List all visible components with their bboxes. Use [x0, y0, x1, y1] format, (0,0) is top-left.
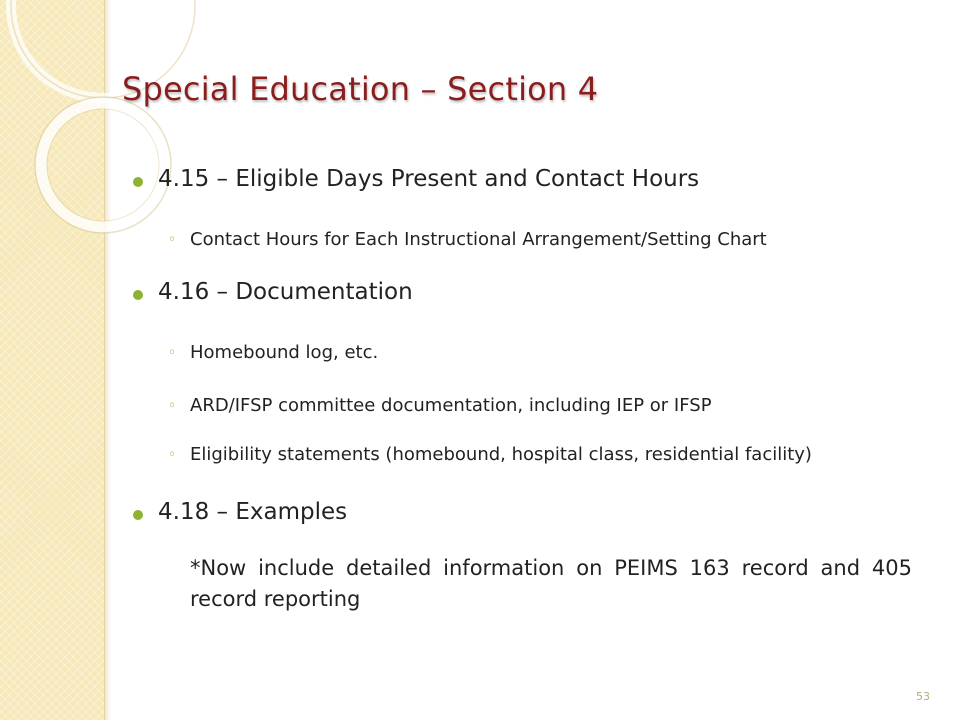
slide-number: 53 — [916, 690, 930, 703]
sub-item-homebound-log: Homebound log, etc. — [190, 342, 379, 363]
sub-item-contact-hours: Contact Hours for Each Instructional Arrangement/Setting Chart — [190, 229, 767, 250]
decorative-rings — [0, 0, 200, 260]
bullet-dot — [133, 510, 143, 520]
bullet-dot — [133, 177, 143, 187]
sub-bullet-glyph: ◦ — [168, 345, 177, 361]
slide-title: Special Education – Section 4 — [122, 70, 599, 108]
bullet-item-4-16: 4.16 – Documentation — [158, 279, 413, 305]
sub-bullet-glyph: ◦ — [168, 447, 177, 463]
sub-item-eligibility-statements: Eligibility statements (homebound, hospital class, residential facility) — [190, 444, 812, 465]
bullet-item-4-15: 4.15 – Eligible Days Present and Contact Hours — [158, 166, 700, 192]
sub-bullet-glyph: ◦ — [168, 232, 177, 248]
bullet-dot — [133, 290, 143, 300]
bullet-item-4-18: 4.18 – Examples — [158, 499, 348, 525]
examples-note: *Now include detailed information on PEIMS 163 record and 405 record reporting — [190, 556, 912, 611]
sub-bullet-glyph: ◦ — [168, 398, 177, 414]
sub-item-ard-ifsp: ARD/IFSP committee documentation, including IEP or IFSP — [190, 395, 712, 416]
